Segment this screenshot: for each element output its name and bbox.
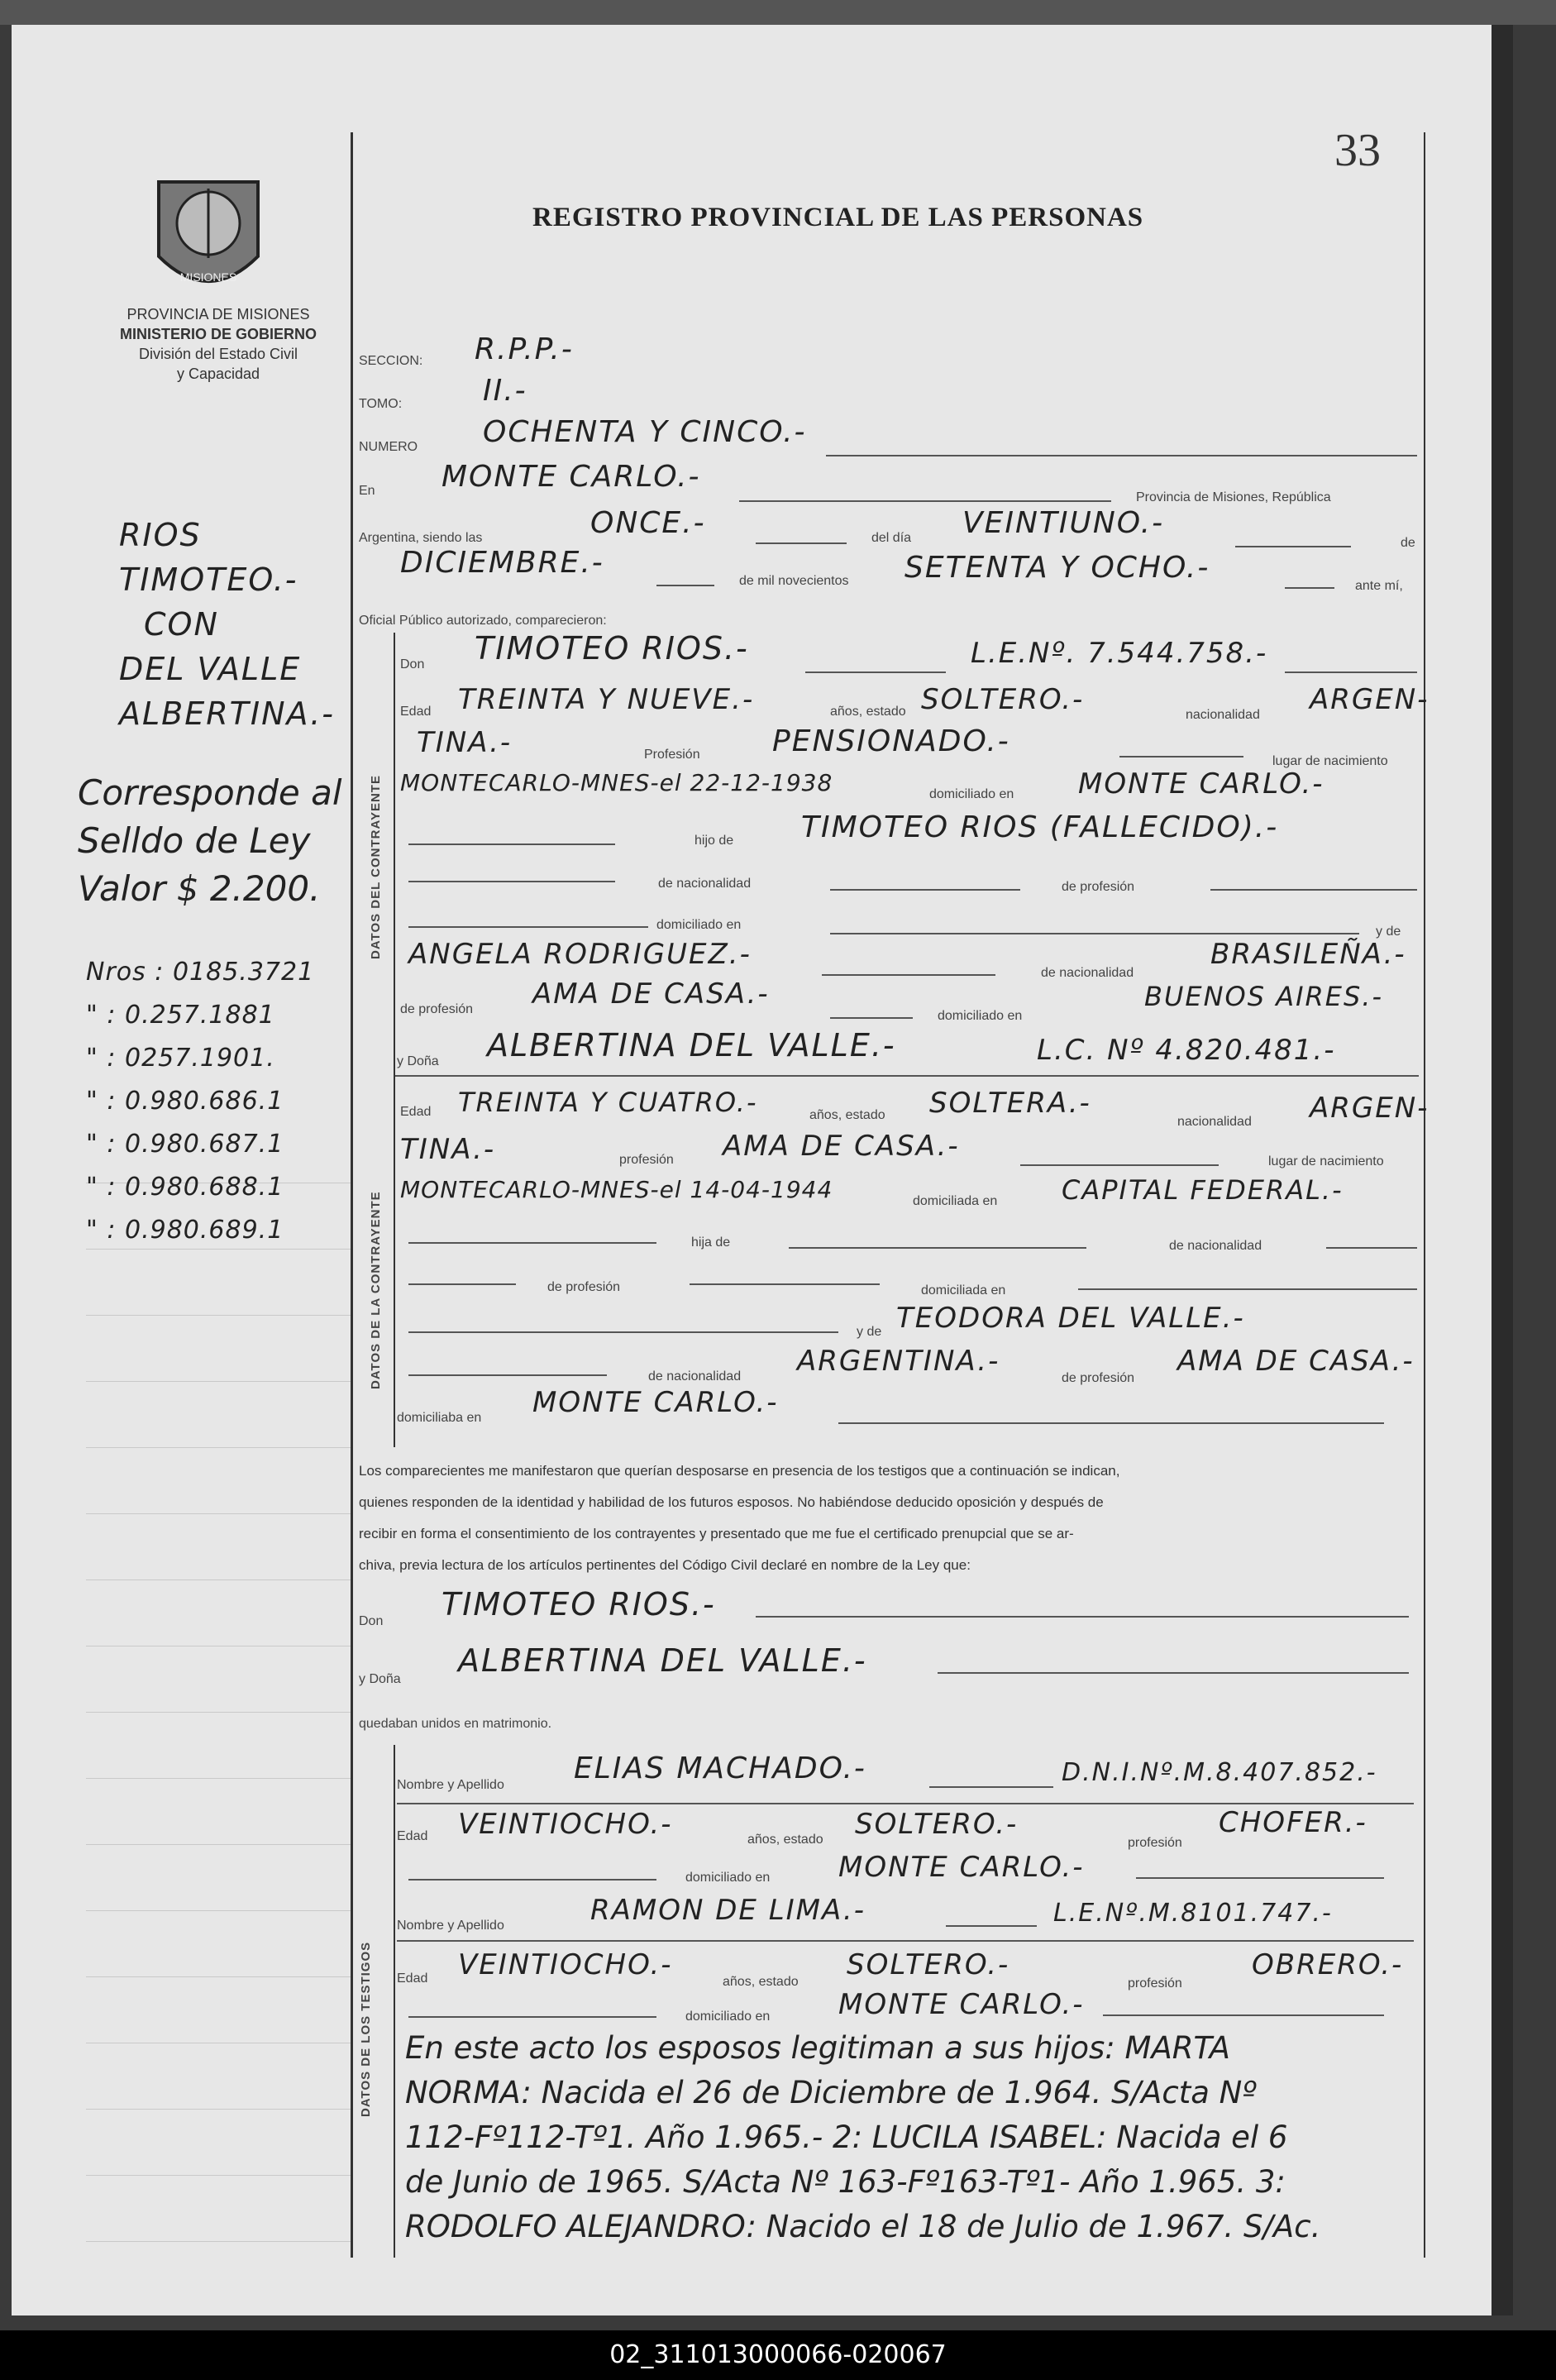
- stamp-number: " : 0.980.686.1: [86, 1087, 284, 1116]
- label-anos-estado-2: años, estado: [809, 1108, 885, 1122]
- label-don: Don: [400, 657, 425, 671]
- annotation-line: NORMA: Nacida el 26 de Diciembre de 1.964. S/Acta Nº: [405, 2075, 1257, 2110]
- label-del-dia: del día: [871, 531, 912, 545]
- groom-mother-nationality: BRASILEÑA.-: [1210, 938, 1406, 971]
- label-de-profesion-2: de profesión: [400, 1002, 474, 1016]
- side-label-testigos: DATOS DE LOS TESTIGOS: [359, 1941, 373, 2117]
- form-right-border: [1424, 132, 1425, 2258]
- statement-line: recibir en forma el consentimiento de los contrayentes y presentado que me fue el certificado prenupcial que se ar-: [359, 1526, 1074, 1541]
- value-mes: DICIEMBRE.-: [400, 546, 604, 580]
- label-don-2: Don: [359, 1614, 384, 1628]
- value-anio: SETENTA Y OCHO.-: [904, 551, 1210, 585]
- statement-line: quienes responden de la identidad y habilidad de los futuros esposos. No habiéndose deducido oposición y después de: [359, 1494, 1104, 1510]
- witness1-name: ELIAS MACHADO.-: [574, 1752, 866, 1785]
- label-de-nacionalidad-4: de nacionalidad: [648, 1369, 742, 1384]
- groom-nationality-b: TINA.-: [417, 726, 513, 759]
- label-tomo: TOMO:: [359, 397, 403, 411]
- label-y-de-2: y de: [857, 1325, 882, 1339]
- groom-father: TIMOTEO RIOS (FALLECIDO).-: [801, 810, 1279, 844]
- label-domiciliado-en-3: domiciliado en: [938, 1009, 1023, 1023]
- label-nacionalidad-2: nacionalidad: [1177, 1115, 1252, 1129]
- label-y-dona-2: y Doña: [359, 1672, 401, 1686]
- label-domiciliado-en-5: domiciliado en: [685, 2010, 771, 2024]
- bride-nationality-b: TINA.-: [400, 1133, 496, 1166]
- margin-name-line: TIMOTEO.-: [119, 562, 298, 598]
- issuer-province: PROVINCIA DE MISIONES: [126, 306, 310, 323]
- statement-line: chiva, previa lectura de los artículos pertinentes del Código Civil declaré en nombre de la Ley que:: [359, 1557, 971, 1573]
- label-domiciliaba-en: domiciliaba en: [397, 1411, 482, 1425]
- label-provincia: Provincia de Misiones, República: [1136, 490, 1331, 504]
- witness2-status: SOLTERO.-: [847, 1948, 1010, 1981]
- decl-groom: TIMOTEO RIOS.-: [442, 1586, 716, 1623]
- label-de-profesion: de profesión: [1062, 880, 1135, 894]
- label-de-mil: de mil novecientos: [739, 574, 849, 588]
- label-nombre-apellido: Nombre y Apellido: [397, 1778, 504, 1792]
- bride-mother-address: MONTE CARLO.-: [532, 1386, 779, 1419]
- label-de-nacionalidad-2: de nacionalidad: [1041, 966, 1134, 980]
- witness1-status: SOLTERO.-: [855, 1808, 1019, 1841]
- decl-bride: ALBERTINA DEL VALLE.-: [458, 1642, 867, 1679]
- page-number: 33: [1334, 125, 1381, 176]
- register-page: [12, 25, 1513, 2315]
- margin-name-line: DEL VALLE: [119, 651, 302, 687]
- label-quedaban: quedaban unidos en matrimonio.: [359, 1717, 552, 1731]
- label-de-profesion-4: de profesión: [1062, 1371, 1135, 1385]
- side-label-la-contrayente: DATOS DE LA CONTRAYENTE: [369, 1191, 383, 1389]
- groom-mother-profession: AMA DE CASA.-: [532, 977, 770, 1011]
- side-label-contrayente: DATOS DEL CONTRAYENTE: [369, 775, 383, 959]
- bride-age: TREINTA Y CUATRO.-: [458, 1087, 758, 1118]
- scan-top-edge: [0, 0, 1556, 25]
- label-anos-estado-3: años, estado: [747, 1833, 823, 1847]
- issuer-block: [86, 304, 351, 384]
- label-profesion: Profesión: [644, 748, 700, 762]
- value-seccion: R.P.P.-: [475, 332, 574, 366]
- groom-mother-address: BUENOS AIRES.-: [1144, 981, 1384, 1012]
- label-edad-4: Edad: [397, 1971, 428, 1986]
- label-domiciliada-en: domiciliada en: [913, 1194, 998, 1208]
- value-tomo: II.-: [483, 374, 527, 408]
- witness1-age: VEINTIOCHO.-: [458, 1808, 673, 1841]
- label-domiciliado-en: domiciliado en: [929, 787, 1014, 801]
- witness1-document: D.N.I.Nº.M.8.407.852.-: [1062, 1758, 1377, 1787]
- value-lugar: MONTE CARLO.-: [442, 460, 701, 494]
- label-edad-2: Edad: [400, 1105, 432, 1119]
- label-oficial: Oficial Público autorizado, comparecieron:: [359, 614, 607, 628]
- stamp-note-line: Valor $ 2.200.: [78, 868, 321, 909]
- label-anos-estado-4: años, estado: [723, 1975, 799, 1989]
- margin-name-line: CON: [144, 606, 219, 643]
- label-domiciliado-en-4: domiciliado en: [685, 1871, 771, 1885]
- stamp-number: Nros : 0185.3721: [86, 958, 315, 987]
- stamp-note-line: Corresponde al: [78, 772, 342, 813]
- margin-name-line: ALBERTINA.-: [119, 695, 335, 732]
- label-anos-estado: años, estado: [830, 705, 906, 719]
- annotation-line: 112-Fº112-Tº1. Año 1.965.- 2: LUCILA ISABEL: Nacida el 6: [405, 2120, 1288, 2155]
- value-numero: OCHENTA Y CINCO.-: [483, 415, 807, 449]
- bride-nationality-a: ARGEN-: [1310, 1092, 1430, 1125]
- groom-birth: MONTECARLO-MNES-el 22-12-1938: [400, 769, 833, 796]
- stamp-number: " : 0.257.1881: [86, 1001, 275, 1030]
- label-seccion: SECCION:: [359, 354, 423, 368]
- label-edad-3: Edad: [397, 1829, 428, 1843]
- label-de: de: [1401, 536, 1415, 550]
- bride-profession: AMA DE CASA.-: [723, 1130, 960, 1163]
- label-profesion-4: profesión: [1128, 1976, 1182, 1991]
- label-lugar-nac-2: lugar de nacimiento: [1268, 1154, 1384, 1168]
- label-en: En: [359, 484, 375, 498]
- stamp-number: " : 0.980.688.1: [86, 1173, 284, 1202]
- form-left-border: [351, 132, 353, 2258]
- groom-address: MONTE CARLO.-: [1078, 767, 1325, 801]
- margin-names: [119, 513, 335, 736]
- witness2-document: L.E.Nº.M.8101.747.-: [1053, 1899, 1333, 1928]
- issuer-ministry: MINISTERIO DE GOBIERNO: [119, 326, 317, 342]
- witness1-address: MONTE CARLO.-: [838, 1851, 1085, 1884]
- province-seal: [150, 165, 266, 306]
- witness2-address: MONTE CARLO.-: [838, 1988, 1085, 2021]
- label-lugar-nac: lugar de nacimiento: [1272, 754, 1388, 768]
- groom-profession: PENSIONADO.-: [772, 724, 1010, 758]
- witness2-age: VEINTIOCHO.-: [458, 1948, 673, 1981]
- issuer-capacity: y Capacidad: [176, 366, 260, 382]
- label-domiciliada-en-2: domiciliada en: [921, 1283, 1006, 1298]
- label-nombre-apellido-2: Nombre y Apellido: [397, 1919, 504, 1933]
- groom-mother: ANGELA RODRIGUEZ.-: [408, 938, 752, 971]
- groom-nationality-a: ARGEN-: [1310, 683, 1430, 716]
- bride-birth: MONTECARLO-MNES-el 14-04-1944: [400, 1176, 833, 1203]
- groom-document: L.E.Nº. 7.544.758.-: [971, 637, 1268, 670]
- margin-name-line: RIOS: [119, 517, 202, 553]
- label-profesion-3: profesión: [1128, 1836, 1182, 1850]
- witness1-profession: CHOFER.-: [1219, 1806, 1367, 1839]
- page-title: REGISTRO PROVINCIAL DE LAS PERSONAS: [532, 203, 1144, 232]
- stamp-numbers: [86, 951, 314, 1252]
- bride-mother-nationality: ARGENTINA.-: [797, 1345, 1000, 1378]
- stamp-note: [78, 769, 342, 913]
- witness2-name: RAMON DE LIMA.-: [590, 1894, 866, 1927]
- label-nacionalidad: nacionalidad: [1186, 708, 1260, 722]
- bride-mother: TEODORA DEL VALLE.-: [896, 1302, 1245, 1335]
- label-y-de: y de: [1376, 925, 1401, 939]
- label-profesion-2: profesión: [619, 1153, 674, 1167]
- bride-mother-profession: AMA DE CASA.-: [1177, 1345, 1415, 1378]
- issuer-division: División del Estado Civil: [138, 346, 298, 362]
- statement-line: Los comparecientes me manifestaron que querían desposarse en presencia de los testigos que a continuación se indican,: [359, 1463, 1120, 1479]
- label-de-nacionalidad: de nacionalidad: [658, 877, 752, 891]
- label-domiciliado-en-2: domiciliado en: [656, 918, 742, 932]
- groom-age: TREINTA Y NUEVE.-: [458, 683, 755, 716]
- bride-document: L.C. Nº 4.820.481.-: [1037, 1034, 1336, 1067]
- stamp-note-line: Selldo de Ley: [78, 820, 311, 861]
- label-y-dona: y Doña: [397, 1054, 439, 1068]
- groom-name: TIMOTEO RIOS.-: [475, 630, 749, 667]
- svg-text:MISIONES: MISIONES: [179, 270, 237, 284]
- value-hora: ONCE.-: [590, 506, 706, 540]
- bride-name: ALBERTINA DEL VALLE.-: [487, 1027, 896, 1063]
- stamp-number: " : 0257.1901.: [86, 1044, 275, 1073]
- bride-address: CAPITAL FEDERAL.-: [1062, 1174, 1344, 1206]
- value-dia: VEINTIUNO.-: [962, 506, 1165, 540]
- groom-status: SOLTERO.-: [921, 683, 1085, 716]
- annotation-line: de Junio de 1965. S/Acta Nº 163-Fº163-Tº1- Año 1.965. 3:: [405, 2164, 1286, 2200]
- statement-text: [359, 1455, 1119, 1581]
- label-de-nacionalidad-3: de nacionalidad: [1169, 1239, 1262, 1253]
- label-hijo-de: hijo de: [694, 834, 734, 848]
- stamp-number: " : 0.980.689.1: [86, 1216, 284, 1245]
- label-ante-mi: ante mí,: [1355, 579, 1403, 593]
- label-numero: NUMERO: [359, 440, 418, 454]
- bride-status: SOLTERA.-: [929, 1087, 1091, 1120]
- legitimation-note: [405, 2026, 1320, 2249]
- label-de-profesion-3: de profesión: [547, 1280, 621, 1294]
- label-hija-de: hija de: [691, 1235, 731, 1250]
- annotation-line: En este acto los esposos legitiman a sus hijos: MARTA: [405, 2030, 1230, 2066]
- scan-id-footer: 02_311013000066-020067: [0, 2330, 1556, 2380]
- label-argentina: Argentina, siendo las: [359, 531, 483, 545]
- label-edad: Edad: [400, 705, 432, 719]
- stamp-number: " : 0.980.687.1: [86, 1130, 284, 1159]
- annotation-line: RODOLFO ALEJANDRO: Nacido el 18 de Julio de 1.967. S/Ac.: [405, 2209, 1321, 2244]
- witness2-profession: OBRERO.-: [1252, 1948, 1404, 1981]
